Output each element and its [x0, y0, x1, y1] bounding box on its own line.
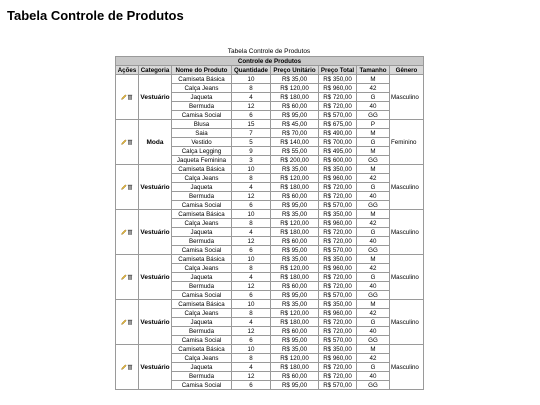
total-price-cell: R$ 720,00 — [319, 102, 357, 111]
size-cell: M — [357, 255, 390, 264]
category-cell: Vestuário — [139, 255, 172, 300]
quantity-cell: 8 — [232, 84, 271, 93]
total-price-cell: R$ 495,00 — [319, 147, 357, 156]
quantity-cell: 4 — [232, 183, 271, 192]
column-header-quantity: Quantidade — [232, 66, 271, 75]
quantity-cell: 12 — [232, 102, 271, 111]
product-name-cell: Jaqueta Feminina — [172, 156, 232, 165]
product-name-cell: Calça Jeans — [172, 264, 232, 273]
product-name-cell: Jaqueta — [172, 183, 232, 192]
size-cell: GG — [357, 291, 390, 300]
gender-cell: Masculino — [390, 300, 424, 345]
size-cell: 42 — [357, 219, 390, 228]
total-price-cell: R$ 960,00 — [319, 309, 357, 318]
table-body — [116, 75, 424, 390]
unit-price-cell: R$ 60,00 — [271, 102, 319, 111]
quantity-cell: 6 — [232, 336, 271, 345]
total-price-cell: R$ 570,00 — [319, 381, 357, 390]
size-cell: G — [357, 228, 390, 237]
size-cell: 40 — [357, 102, 390, 111]
trash-icon[interactable] — [127, 229, 133, 235]
size-cell: 40 — [357, 282, 390, 291]
unit-price-cell: R$ 95,00 — [271, 201, 319, 210]
trash-icon[interactable] — [127, 364, 133, 370]
total-price-cell: R$ 490,00 — [319, 129, 357, 138]
unit-price-cell: R$ 120,00 — [271, 309, 319, 318]
unit-price-cell: R$ 95,00 — [271, 381, 319, 390]
product-name-cell: Blusa — [172, 120, 232, 129]
category-cell: Vestuário — [139, 345, 172, 390]
quantity-cell: 6 — [232, 381, 271, 390]
total-price-cell: R$ 720,00 — [319, 363, 357, 372]
size-cell: M — [357, 300, 390, 309]
unit-price-cell: R$ 200,00 — [271, 156, 319, 165]
size-cell: G — [357, 273, 390, 282]
quantity-cell: 9 — [232, 147, 271, 156]
size-cell: G — [357, 183, 390, 192]
total-price-cell: R$ 720,00 — [319, 93, 357, 102]
product-name-cell: Calça Jeans — [172, 174, 232, 183]
quantity-cell: 8 — [232, 174, 271, 183]
unit-price-cell: R$ 55,00 — [271, 147, 319, 156]
column-header-total-price: Preço Total — [319, 66, 357, 75]
unit-price-cell: R$ 35,00 — [271, 345, 319, 354]
quantity-cell: 12 — [232, 192, 271, 201]
gender-cell: Masculino — [390, 345, 424, 390]
quantity-cell: 6 — [232, 246, 271, 255]
product-name-cell: Vestido — [172, 138, 232, 147]
quantity-cell: 10 — [232, 255, 271, 264]
product-name-cell: Calça Legging — [172, 147, 232, 156]
product-table — [115, 56, 424, 390]
product-name-cell: Bermuda — [172, 327, 232, 336]
total-price-cell: R$ 570,00 — [319, 336, 357, 345]
quantity-cell: 8 — [232, 309, 271, 318]
gender-cell: Masculino — [390, 75, 424, 120]
unit-price-cell: R$ 180,00 — [271, 363, 319, 372]
product-name-cell: Camiseta Básica — [172, 345, 232, 354]
product-name-cell: Camiseta Básica — [172, 75, 232, 84]
size-cell: GG — [357, 336, 390, 345]
category-cell: Vestuário — [139, 300, 172, 345]
table-caption: Tabela Controle de Produtos — [227, 48, 311, 55]
unit-price-cell: R$ 60,00 — [271, 237, 319, 246]
quantity-cell: 7 — [232, 129, 271, 138]
product-name-cell: Camisa Social — [172, 291, 232, 300]
product-name-cell: Calça Jeans — [172, 309, 232, 318]
product-name-cell: Camisa Social — [172, 336, 232, 345]
quantity-cell: 8 — [232, 354, 271, 363]
product-name-cell: Camiseta Básica — [172, 255, 232, 264]
table-row — [116, 120, 424, 129]
unit-price-cell: R$ 120,00 — [271, 174, 319, 183]
product-name-cell: Camisa Social — [172, 246, 232, 255]
product-name-cell: Bermuda — [172, 192, 232, 201]
size-cell: GG — [357, 246, 390, 255]
row-actions — [116, 75, 139, 120]
column-header-gender: Gênero — [390, 66, 424, 75]
unit-price-cell: R$ 180,00 — [271, 318, 319, 327]
row-actions — [116, 255, 139, 300]
size-cell: P — [357, 120, 390, 129]
total-price-cell: R$ 960,00 — [319, 219, 357, 228]
unit-price-cell: R$ 120,00 — [271, 264, 319, 273]
trash-icon[interactable] — [127, 139, 133, 145]
trash-icon[interactable] — [127, 274, 133, 280]
size-cell: M — [357, 165, 390, 174]
quantity-cell: 3 — [232, 156, 271, 165]
product-name-cell: Bermuda — [172, 237, 232, 246]
total-price-cell: R$ 350,00 — [319, 210, 357, 219]
unit-price-cell: R$ 120,00 — [271, 219, 319, 228]
gender-cell: Masculino — [390, 255, 424, 300]
total-price-cell: R$ 720,00 — [319, 228, 357, 237]
category-cell: Vestuário — [139, 210, 172, 255]
category-cell: Vestuário — [139, 165, 172, 210]
product-name-cell: Jaqueta — [172, 363, 232, 372]
size-cell: GG — [357, 156, 390, 165]
total-price-cell: R$ 600,00 — [319, 156, 357, 165]
product-name-cell: Jaqueta — [172, 273, 232, 282]
header-row — [116, 66, 424, 75]
quantity-cell: 6 — [232, 291, 271, 300]
quantity-cell: 12 — [232, 372, 271, 381]
quantity-cell: 4 — [232, 363, 271, 372]
size-cell: 40 — [357, 192, 390, 201]
size-cell: 42 — [357, 354, 390, 363]
gender-cell: Feminino — [390, 120, 424, 165]
total-price-cell: R$ 720,00 — [319, 318, 357, 327]
size-cell: 40 — [357, 372, 390, 381]
gender-cell: Masculino — [390, 210, 424, 255]
table-banner: Controle de Produtos — [116, 57, 424, 66]
unit-price-cell: R$ 60,00 — [271, 192, 319, 201]
total-price-cell: R$ 675,00 — [319, 120, 357, 129]
quantity-cell: 4 — [232, 93, 271, 102]
product-name-cell: Calça Jeans — [172, 219, 232, 228]
product-name-cell: Bermuda — [172, 102, 232, 111]
total-price-cell: R$ 720,00 — [319, 237, 357, 246]
quantity-cell: 8 — [232, 264, 271, 273]
trash-icon[interactable] — [127, 319, 133, 325]
quantity-cell: 12 — [232, 282, 271, 291]
trash-icon[interactable] — [127, 184, 133, 190]
table-row — [116, 75, 424, 84]
total-price-cell: R$ 720,00 — [319, 282, 357, 291]
size-cell: M — [357, 345, 390, 354]
unit-price-cell: R$ 95,00 — [271, 246, 319, 255]
quantity-cell: 10 — [232, 300, 271, 309]
unit-price-cell: R$ 95,00 — [271, 111, 319, 120]
page-title: Tabela Controle de Produtos — [7, 8, 184, 23]
unit-price-cell: R$ 95,00 — [271, 291, 319, 300]
product-name-cell: Camiseta Básica — [172, 165, 232, 174]
product-name-cell: Jaqueta — [172, 318, 232, 327]
size-cell: 40 — [357, 327, 390, 336]
quantity-cell: 10 — [232, 210, 271, 219]
size-cell: GG — [357, 111, 390, 120]
product-name-cell: Bermuda — [172, 282, 232, 291]
quantity-cell: 4 — [232, 228, 271, 237]
unit-price-cell: R$ 180,00 — [271, 93, 319, 102]
total-price-cell: R$ 960,00 — [319, 354, 357, 363]
unit-price-cell: R$ 120,00 — [271, 84, 319, 93]
table-row — [116, 345, 424, 354]
table-row — [116, 255, 424, 264]
quantity-cell: 12 — [232, 237, 271, 246]
size-cell: M — [357, 129, 390, 138]
column-header-actions: Ações — [116, 66, 139, 75]
row-actions — [116, 345, 139, 390]
size-cell: G — [357, 138, 390, 147]
column-header-unit-price: Preço Unitário — [271, 66, 319, 75]
quantity-cell: 15 — [232, 120, 271, 129]
column-header-category: Categoria — [139, 66, 172, 75]
gender-cell: Masculino — [390, 165, 424, 210]
trash-icon[interactable] — [127, 94, 133, 100]
table-row — [116, 165, 424, 174]
table-row — [116, 300, 424, 309]
unit-price-cell: R$ 60,00 — [271, 327, 319, 336]
product-name-cell: Bermuda — [172, 372, 232, 381]
unit-price-cell: R$ 45,00 — [271, 120, 319, 129]
unit-price-cell: R$ 35,00 — [271, 165, 319, 174]
unit-price-cell: R$ 60,00 — [271, 282, 319, 291]
product-name-cell: Camisa Social — [172, 201, 232, 210]
size-cell: G — [357, 318, 390, 327]
total-price-cell: R$ 720,00 — [319, 327, 357, 336]
quantity-cell: 10 — [232, 345, 271, 354]
size-cell: M — [357, 75, 390, 84]
total-price-cell: R$ 720,00 — [319, 183, 357, 192]
size-cell: 42 — [357, 264, 390, 273]
size-cell: G — [357, 363, 390, 372]
quantity-cell: 12 — [232, 327, 271, 336]
column-header-product-name: Nome do Produto — [172, 66, 232, 75]
size-cell: M — [357, 210, 390, 219]
total-price-cell: R$ 570,00 — [319, 111, 357, 120]
product-name-cell: Jaqueta — [172, 93, 232, 102]
quantity-cell: 10 — [232, 75, 271, 84]
product-name-cell: Camisa Social — [172, 111, 232, 120]
category-cell: Moda — [139, 120, 172, 165]
unit-price-cell: R$ 180,00 — [271, 183, 319, 192]
size-cell: G — [357, 93, 390, 102]
size-cell: 40 — [357, 237, 390, 246]
total-price-cell: R$ 960,00 — [319, 84, 357, 93]
total-price-cell: R$ 960,00 — [319, 174, 357, 183]
total-price-cell: R$ 350,00 — [319, 345, 357, 354]
size-cell: GG — [357, 381, 390, 390]
row-actions — [116, 120, 139, 165]
quantity-cell: 8 — [232, 219, 271, 228]
product-name-cell: Jaqueta — [172, 228, 232, 237]
table-row — [116, 210, 424, 219]
unit-price-cell: R$ 35,00 — [271, 75, 319, 84]
quantity-cell: 4 — [232, 273, 271, 282]
unit-price-cell: R$ 35,00 — [271, 255, 319, 264]
total-price-cell: R$ 570,00 — [319, 246, 357, 255]
product-name-cell: Calça Jeans — [172, 84, 232, 93]
total-price-cell: R$ 720,00 — [319, 372, 357, 381]
product-name-cell: Camiseta Básica — [172, 210, 232, 219]
category-cell: Vestuário — [139, 75, 172, 120]
total-price-cell: R$ 570,00 — [319, 291, 357, 300]
quantity-cell: 10 — [232, 165, 271, 174]
unit-price-cell: R$ 120,00 — [271, 354, 319, 363]
row-actions — [116, 300, 139, 345]
unit-price-cell: R$ 35,00 — [271, 210, 319, 219]
size-cell: 42 — [357, 174, 390, 183]
unit-price-cell: R$ 140,00 — [271, 138, 319, 147]
product-name-cell: Calça Jeans — [172, 354, 232, 363]
total-price-cell: R$ 350,00 — [319, 75, 357, 84]
column-header-size: Tamanho — [357, 66, 390, 75]
product-table-container — [115, 48, 423, 390]
unit-price-cell: R$ 70,00 — [271, 129, 319, 138]
unit-price-cell: R$ 180,00 — [271, 273, 319, 282]
total-price-cell: R$ 350,00 — [319, 300, 357, 309]
total-price-cell: R$ 960,00 — [319, 264, 357, 273]
unit-price-cell: R$ 35,00 — [271, 300, 319, 309]
total-price-cell: R$ 350,00 — [319, 255, 357, 264]
total-price-cell: R$ 700,00 — [319, 138, 357, 147]
product-name-cell: Camisa Social — [172, 381, 232, 390]
product-name-cell: Camiseta Básica — [172, 300, 232, 309]
unit-price-cell: R$ 60,00 — [271, 372, 319, 381]
quantity-cell: 4 — [232, 318, 271, 327]
unit-price-cell: R$ 180,00 — [271, 228, 319, 237]
size-cell: M — [357, 147, 390, 156]
total-price-cell: R$ 720,00 — [319, 273, 357, 282]
quantity-cell: 6 — [232, 201, 271, 210]
size-cell: 42 — [357, 84, 390, 93]
unit-price-cell: R$ 95,00 — [271, 336, 319, 345]
total-price-cell: R$ 350,00 — [319, 165, 357, 174]
total-price-cell: R$ 720,00 — [319, 192, 357, 201]
quantity-cell: 5 — [232, 138, 271, 147]
size-cell: GG — [357, 201, 390, 210]
row-actions — [116, 165, 139, 210]
total-price-cell: R$ 570,00 — [319, 201, 357, 210]
product-name-cell: Saia — [172, 129, 232, 138]
quantity-cell: 6 — [232, 111, 271, 120]
size-cell: 42 — [357, 309, 390, 318]
row-actions — [116, 210, 139, 255]
